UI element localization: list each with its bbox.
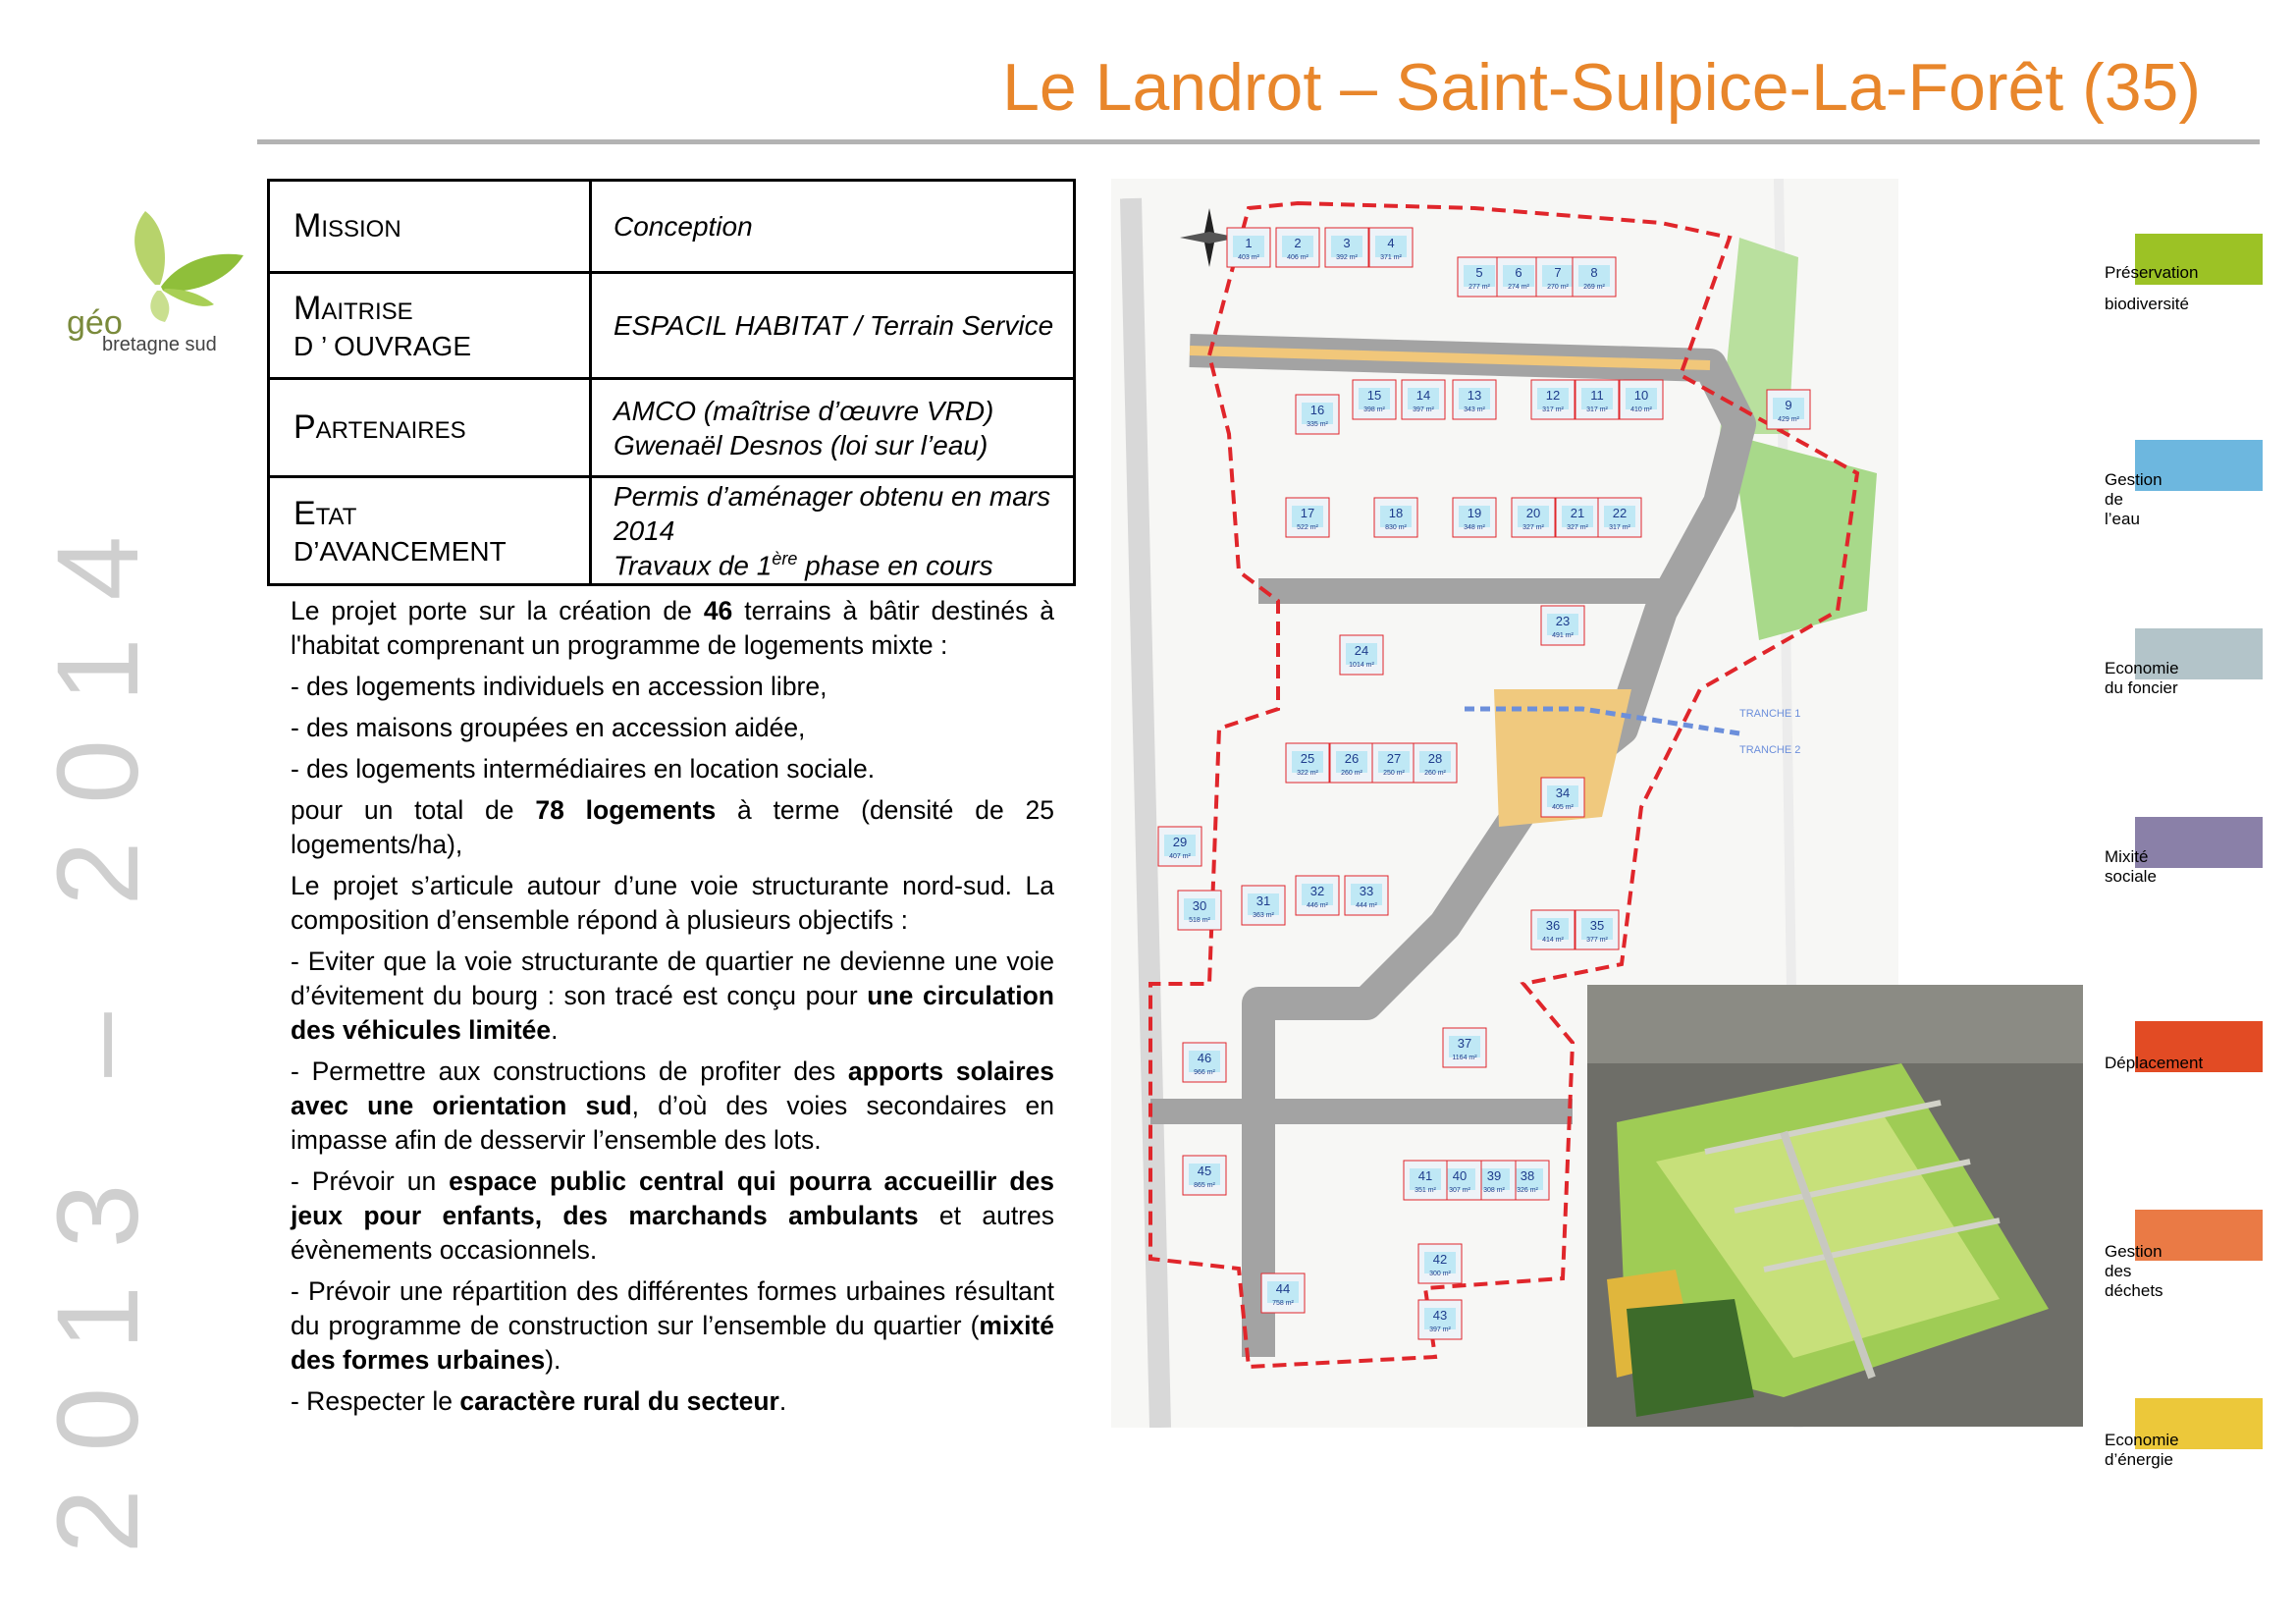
lot-number: 42 [1432,1252,1448,1267]
lot-24 [1340,635,1383,675]
t: 78 logements [535,795,717,825]
lot-number: 25 [1300,751,1315,766]
etat-label-line1: Etat [294,494,357,532]
lot-number: 34 [1555,785,1571,800]
lot-4 [1369,228,1413,267]
t: et autres évènements occasionnels. [291,1201,1054,1265]
lot-area: 326 m² [1517,1187,1538,1194]
partenaire-1: AMCO (maîtrise d’œuvre VRD) [614,395,994,426]
lot-area: 300 m² [1429,1271,1451,1277]
logo-text: géo [67,304,123,342]
lot-19 [1453,498,1496,537]
lot-3 [1325,228,1368,267]
lot-number: 5 [1475,265,1483,280]
lot-number: 37 [1457,1036,1472,1051]
lot-42 [1418,1244,1462,1283]
t: ). [545,1345,561,1375]
t: - Prévoir un [291,1166,450,1196]
t: . [778,1386,787,1416]
lot-33 [1345,876,1388,915]
lot-area: 343 m² [1464,406,1485,413]
lot-area: 307 m² [1449,1187,1470,1194]
legend-label-energie: Economie d’énergie [2105,1431,2179,1469]
lot-number: 32 [1309,884,1325,898]
tranche-1-label: TRANCHE 1 [1739,708,1801,720]
lot-number: 46 [1197,1051,1212,1065]
lot-22 [1598,498,1641,537]
lot-31 [1242,886,1285,925]
lot-number: 22 [1612,506,1628,520]
lot-area: 522 m² [1297,524,1318,531]
lot-2 [1276,228,1319,267]
lot-area: 322 m² [1297,770,1318,777]
t: mixité des formes urbaines [291,1311,1054,1375]
partenaires-value [591,379,1075,477]
lot-area: 406 m² [1287,254,1308,261]
legend-label-dechets: Gestion des déchets [2105,1242,2163,1300]
lot-20 [1512,498,1555,537]
lot-area: 444 m² [1356,902,1377,909]
lot-number: 33 [1359,884,1374,898]
desc-p1 [291,594,1054,663]
etat-line-2-sup: ère [772,549,798,568]
page-title: Le Landrot – Saint-Sulpice-La-Forêt (35) [1002,50,2201,125]
lot-area: 317 m² [1609,524,1630,531]
t: Le projet porte sur la création de [291,596,704,625]
mission-value: Conception [591,181,1075,273]
lot-area: 348 m² [1464,524,1485,531]
lot-number: 13 [1467,388,1482,403]
lot-area: 446 m² [1307,902,1328,909]
lot-number: 3 [1343,236,1351,250]
etat-line-2a: Travaux de 1 [614,550,773,581]
maitrise-label-line2: D ’ OUVRAGE [294,331,471,362]
lot-number: 39 [1486,1168,1502,1183]
lot-area: 414 m² [1542,937,1564,944]
lot-area: 405 m² [1552,804,1574,811]
t: caractère rural du secteur [459,1386,779,1416]
lot-9 [1767,390,1810,429]
t: , d’où des voies secondaires en impasse afin de desservir l’ensemble des lots. [291,1091,1055,1155]
desc-li2: - des maisons groupées en accession aidée, [291,713,806,742]
lot-28 [1414,743,1457,783]
t: à terme (densité de 25 logements/ha), [291,795,1054,859]
lot-area: 403 m² [1238,254,1259,261]
lot-6 [1497,257,1540,297]
lot-17 [1286,498,1329,537]
lot-43 [1418,1300,1462,1339]
lot-number: 31 [1255,893,1271,908]
lot-area: 351 m² [1415,1187,1436,1194]
years-text: 2013 – 2014 [33,498,163,1554]
lot-area: 335 m² [1307,421,1328,428]
maitrise-label [269,273,591,379]
maitrise-value: ESPACIL HABITAT / Terrain Service [591,273,1075,379]
butterfly-icon [96,206,283,324]
lot-number: 15 [1366,388,1382,403]
lot-area: 1014 m² [1349,662,1374,669]
lot-number: 40 [1452,1168,1468,1183]
etat-value [591,477,1075,585]
lot-number: 35 [1589,918,1605,933]
lot-8 [1573,257,1616,297]
lot-37 [1443,1028,1486,1067]
t: une circulation des véhicules limitée [291,981,1054,1045]
lot-21 [1556,498,1599,537]
legend-label-biodiversite-1: Préservation [2105,263,2199,282]
lot-number: 30 [1192,898,1207,913]
lot-36 [1531,910,1575,949]
legend-label-biodiversite-2: biodiversité [2105,295,2189,313]
lot-number: 38 [1520,1168,1535,1183]
desc-p5 [291,1055,1054,1158]
lot-44 [1261,1273,1305,1313]
t: terrains à bâtir destinés à l'habitat comprenant un programme de logements mixte : [291,596,1054,660]
lot-area: 270 m² [1547,284,1569,291]
lot-34 [1541,778,1584,817]
etat-line-2b: phase en cours [797,550,993,581]
desc-p6 [291,1164,1054,1268]
lot-number: 20 [1525,506,1541,520]
lot-32 [1296,876,1339,915]
t: 46 [703,596,733,625]
lot-area: 407 m² [1169,853,1191,860]
lot-area: 830 m² [1385,524,1407,531]
t: - Permettre aux constructions de profiter des [291,1056,848,1086]
lot-area: 269 m² [1583,284,1605,291]
project-description [291,594,1054,1426]
lot-27 [1372,743,1415,783]
t: - Respecter le [291,1386,460,1416]
lot-number: 18 [1388,506,1404,520]
lot-area: 327 m² [1522,524,1544,531]
lot-number: 16 [1309,403,1325,417]
etat-line-2 [614,548,1072,582]
lot-25 [1286,743,1329,783]
partenaires-label-text: Partenaires [294,408,466,447]
desc-li1: - des logements individuels en accession libre, [291,672,828,701]
t: espace public central qui pourra accueillir des jeux pour enfants, des marchands ambulants [291,1166,1054,1230]
etat-label-line2: D’AVANCEMENT [294,536,507,568]
lot-number: 19 [1467,506,1482,520]
lot-area: 518 m² [1189,917,1210,924]
desc-li3: - des logements intermédiaires en location sociale. [291,754,876,784]
desc-p2 [291,793,1054,862]
lot-area: 398 m² [1363,406,1385,413]
lot-area: 317 m² [1586,406,1608,413]
maitrise-label-line1: Maitrise [294,289,413,327]
desc-p8 [291,1384,1054,1419]
lot-18 [1374,498,1417,537]
desc-p7 [291,1274,1054,1378]
mission-label [269,181,591,273]
mission-label-text: Mission [294,207,401,245]
lot-area: 308 m² [1483,1187,1505,1194]
partenaire-2: Gwenaël Desnos (loi sur l’eau) [614,429,988,460]
lot-number: 36 [1545,918,1561,933]
lot-26 [1330,743,1373,783]
desc-p3: Le projet s’articule autour d’une voie structurante nord-sud. La composition d’ensemble répond à plusieurs objectifs : [291,871,1054,935]
lot-11 [1575,380,1619,419]
geo-bretagne-sud-logo [57,206,243,363]
lot-area: 277 m² [1468,284,1490,291]
lot-number: 44 [1275,1281,1291,1296]
lot-number: 43 [1432,1308,1448,1323]
lot-number: 14 [1415,388,1431,403]
lot-13 [1453,380,1496,419]
lot-area: 397 m² [1429,1326,1451,1333]
lot-number: 11 [1590,388,1604,403]
lot-area: 250 m² [1383,770,1405,777]
etat-line-1: Permis d’aménager obtenu en mars 2014 [614,481,1051,546]
lot-area: 377 m² [1586,937,1608,944]
lot-14 [1402,380,1445,419]
lot-area: 317 m² [1542,406,1564,413]
legend-label-deplacement: Déplacement [2105,1054,2204,1072]
lot-number: 2 [1294,236,1302,250]
lot-area: 274 m² [1508,284,1529,291]
lot-35 [1575,910,1619,949]
lot-number: 23 [1555,614,1571,628]
lot-10 [1620,380,1663,419]
lot-number: 4 [1387,236,1395,250]
desc-p4 [291,945,1054,1048]
lot-29 [1158,827,1201,866]
title-divider [257,139,2260,144]
lot-1 [1227,228,1270,267]
lot-number: 17 [1300,506,1315,520]
partenaires-label [269,379,591,477]
t: pour un total de [291,795,536,825]
lot-number: 28 [1427,751,1443,766]
lot-23 [1541,606,1584,645]
lot-number: 27 [1386,751,1402,766]
lot-number: 6 [1515,265,1522,280]
lot-5 [1458,257,1501,297]
lot-area: 491 m² [1552,632,1574,639]
lot-area: 260 m² [1424,770,1446,777]
lot-16 [1296,395,1339,434]
lot-area: 758 m² [1272,1300,1294,1307]
lot-number: 29 [1172,835,1188,849]
legend-label-mixite: Mixité sociale [2105,847,2157,886]
t: apports solaires avec une orientation sud [291,1056,1055,1120]
lot-area: 260 m² [1341,770,1362,777]
lot-number: 21 [1570,506,1585,520]
lot-area: 1164 m² [1452,1055,1477,1061]
lot-area: 371 m² [1380,254,1402,261]
t: - Prévoir une répartition des différentes formes urbaines résultant du programme de construction sur l’ensemble du quartier ( [291,1276,1054,1340]
lot-number: 41 [1417,1168,1433,1183]
aerial-3d-view [1587,985,2083,1427]
tranche-2-label: TRANCHE 2 [1739,744,1801,756]
aerial-image [1587,985,2083,1427]
lot-46 [1183,1043,1226,1082]
lot-area: 410 m² [1630,406,1652,413]
lot-area: 865 m² [1194,1182,1215,1189]
lot-41 [1404,1161,1447,1200]
logo-subtext: bretagne sud [102,334,217,355]
t: - Eviter que la voie structurante de quartier ne devienne une voie d’évitement du bourg : son tracé est conçu pour [291,947,1054,1010]
lot-12 [1531,380,1575,419]
lot-number: 12 [1545,388,1561,403]
lot-number: 10 [1633,388,1649,403]
lot-number: 24 [1354,643,1369,658]
lot-number: 9 [1785,398,1792,412]
lot-30 [1178,891,1221,930]
lot-area: 966 m² [1194,1069,1215,1076]
lot-area: 327 m² [1567,524,1588,531]
legend-label-biodiversite [2105,263,2198,314]
lot-number: 26 [1344,751,1360,766]
t: . [551,1015,559,1045]
lot-45 [1183,1156,1226,1195]
lot-number: 7 [1554,265,1562,280]
lot-number: 1 [1245,236,1253,250]
lot-area: 363 m² [1253,912,1274,919]
lot-number: 8 [1590,265,1598,280]
lot-15 [1353,380,1396,419]
etat-label [269,477,591,585]
lot-area: 397 m² [1413,406,1434,413]
lot-number: 45 [1197,1164,1212,1178]
lot-area: 429 m² [1778,416,1799,423]
legend-label-foncier: Economie du foncier [2105,659,2179,697]
lot-area: 392 m² [1336,254,1358,261]
legend-label-eau: Gestion de l’eau [2105,470,2163,528]
project-info-table [267,179,1076,586]
